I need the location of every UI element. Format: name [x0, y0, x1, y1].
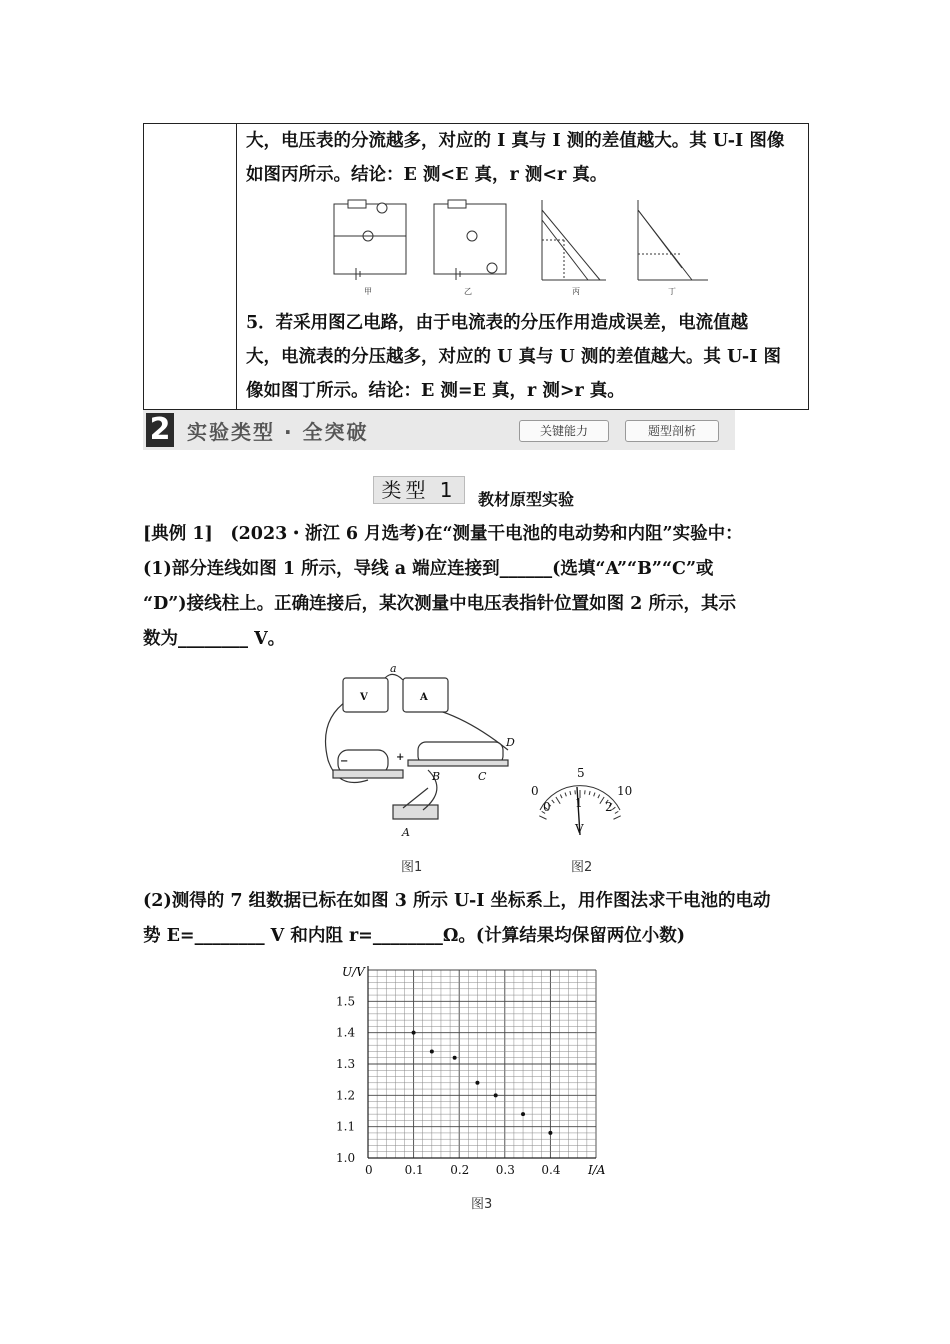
data-point — [475, 1081, 479, 1085]
chart-grid — [368, 970, 596, 1158]
y-tick-label: 1.0 — [336, 1151, 356, 1165]
fig3-caption: 图3 — [471, 1197, 493, 1212]
data-point — [453, 1056, 457, 1060]
meter-tick — [556, 797, 560, 804]
q1-line1: (1)部分连线如图 1 所示，导线 a 端应连接到______(选填“A”“B”“C”或 — [143, 559, 714, 579]
x-axis-label: I/A — [588, 1163, 606, 1177]
section-title: 实验类型 · 全突破 — [187, 420, 369, 444]
voltmeter-label: V — [360, 692, 368, 703]
y-tick-label: 1.2 — [336, 1088, 356, 1103]
scale-top-0: 0 — [531, 784, 539, 798]
data-point — [412, 1031, 416, 1035]
scale-top-5: 5 — [577, 766, 585, 780]
x-tick-label: 0.3 — [495, 1163, 515, 1177]
section-number: 2 — [146, 413, 174, 447]
label-B: B — [432, 770, 441, 783]
meter-tick — [570, 791, 571, 795]
y-tick-label: 1.1 — [336, 1119, 356, 1134]
x-tick-label: 0.1 — [404, 1163, 424, 1177]
meter-tick — [612, 807, 615, 809]
circuit-diagrams — [332, 196, 732, 296]
q1-line2: “D”)接线柱上。正确连接后，某次测量中电压表指针位置如图 2 所示，其示 — [143, 594, 736, 614]
meter-tick — [615, 811, 618, 813]
diagram-label-ding: 丁 — [668, 287, 676, 296]
x-tick-label: 0.2 — [450, 1163, 470, 1177]
tag-key-ability: 关键能力 — [519, 420, 609, 442]
scale-bottom-0: 0 — [543, 800, 551, 814]
meter-tick — [539, 816, 546, 819]
meter-tick — [560, 795, 562, 799]
y-tick-label: 1.3 — [336, 1057, 356, 1071]
table-text-line1: 大，电压表的分流越多，对应的 I 真与 I 测的差值越大。其 U-I 图像 — [246, 131, 785, 151]
data-point — [521, 1112, 525, 1116]
comparison-table — [143, 123, 809, 410]
diagram-label-bing: 丙 — [572, 287, 580, 296]
table-text-line2: 如图丙所示。结论：E 测<E 真，r 测<r 真。 — [246, 165, 608, 185]
x-tick-label: 0.4 — [541, 1163, 561, 1177]
meter-tick — [594, 793, 595, 797]
y-tick-label: 1.5 — [336, 994, 356, 1009]
meter-tick — [565, 793, 566, 797]
example-intro: [典例 1] (2023・浙江 6 月选考)在“测量干电池的电动势和内阻”实验中： — [143, 524, 743, 544]
q1-line3: 数为________ V。 — [143, 629, 286, 649]
figure-3-ui-chart — [330, 960, 620, 1185]
diagram-label-jia: 甲 — [364, 287, 372, 296]
fig2-caption: 图2 — [571, 860, 593, 875]
scale-bottom-1: 1 — [575, 796, 583, 810]
ammeter-label: A — [420, 692, 428, 703]
figure-1-apparatus — [318, 660, 538, 845]
plus-label: + — [396, 752, 405, 763]
diagram-label-yi: 乙 — [464, 287, 472, 296]
q2-line1: (2)测得的 7 组数据已标在如图 3 所示 U-I 坐标系上，用作图法求干电池的电动 — [143, 891, 771, 911]
x-tick-label: 0 — [365, 1163, 373, 1177]
figure-2-voltmeter-scale — [525, 765, 635, 845]
label-C: C — [478, 770, 487, 783]
para5-line3: 像如图丁所示。结论：E 测=E 真，r 测>r 真。 — [246, 381, 625, 401]
y-tick-label: 1.4 — [336, 1025, 356, 1040]
meter-tick — [589, 791, 590, 795]
type-heading-subtitle: 教材原型实验 — [478, 490, 575, 509]
data-point — [548, 1131, 552, 1135]
para5-line2: 大，电流表的分压越多，对应的 U 真与 U 测的差值越大。其 U-I 图 — [246, 347, 781, 367]
meter-tick — [613, 816, 620, 819]
para5-line1: 5．若采用图乙电路，由于电流表的分压作用造成误差，电流值越 — [246, 313, 749, 333]
scale-bottom-2: 2 — [605, 800, 613, 814]
minus-label: − — [340, 756, 349, 767]
label-a: a — [390, 662, 397, 675]
table-divider — [236, 124, 237, 409]
type-heading-box: 类型 1 — [373, 476, 465, 504]
data-point — [494, 1093, 498, 1097]
label-A: A — [402, 826, 410, 839]
meter-tick — [600, 797, 604, 804]
label-D: D — [506, 736, 515, 749]
meter-unit: V — [575, 822, 584, 836]
tag-question-analysis: 题型剖析 — [625, 420, 719, 442]
section-banner — [143, 410, 735, 450]
q2-line2: 势 E=________ V 和内阻 r=________Ω。(计算结果均保留两位小数) — [143, 926, 685, 946]
scale-top-10: 10 — [617, 784, 633, 798]
meter-tick — [552, 800, 555, 803]
data-point — [430, 1049, 434, 1053]
y-axis-label: U/V — [342, 965, 365, 979]
chart-axes — [368, 966, 596, 1158]
meter-tick — [598, 795, 600, 799]
fig1-caption: 图1 — [401, 860, 423, 875]
